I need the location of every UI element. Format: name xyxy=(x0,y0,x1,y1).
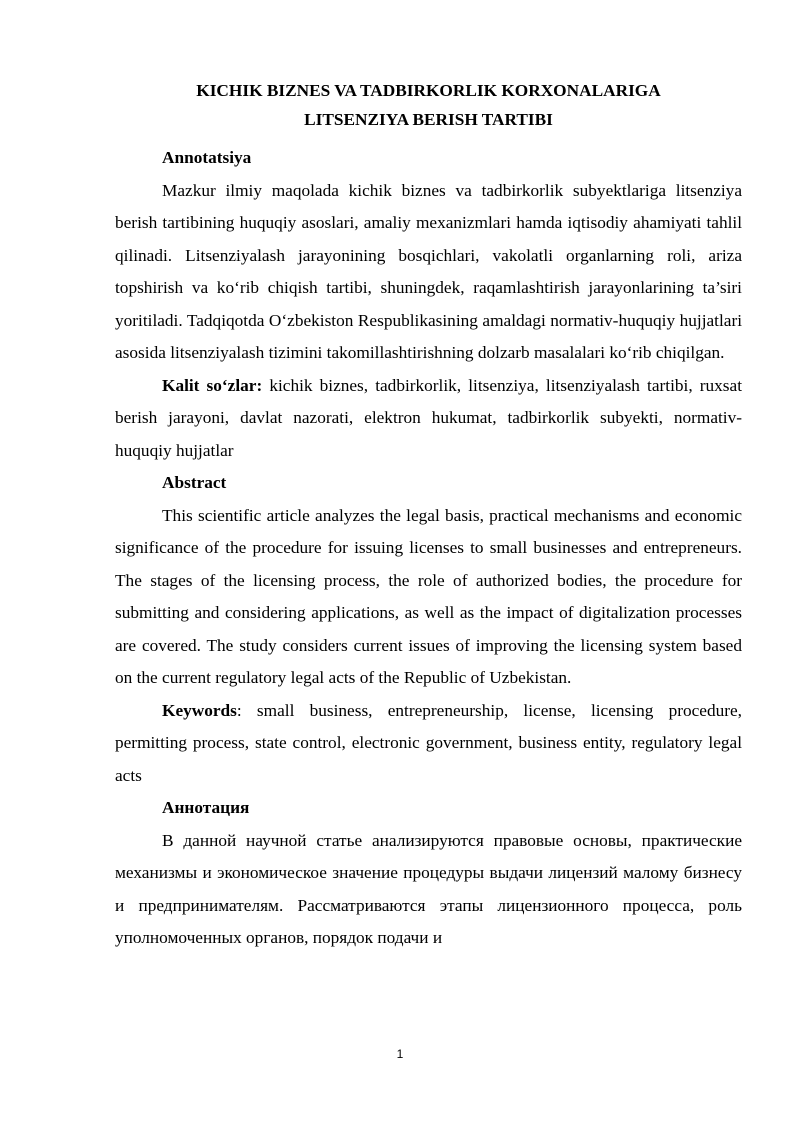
annotatsiya-heading: Annotatsiya xyxy=(162,148,252,167)
page-number: 1 xyxy=(396,1047,404,1061)
document-title xyxy=(115,76,742,134)
kalit-sozlar-paragraph xyxy=(115,370,742,468)
annotatsiya-ru-heading: Аннотация xyxy=(162,798,250,817)
keywords-paragraph xyxy=(115,695,742,793)
annotatsiya-text: Mazkur ilmiy maqolada kichik biznes va tadbirkorlik subyektlariga litsenziya berish tartibining huquqiy asoslari, amaliy mexanizmlari hamda iqtisodiy ahamiyati tahlil qilinadi. Litsenziyalash jarayonining bosqichlari, vakolatli organlarning roli, ariza topshirish va ko‘rib chiqish tartibi, shuningdek, raqamlashtirish jarayonlarining ta’siri yoritiladi. Tadqiqotda O‘zbekiston Respublikasining amaldagi normativ-huquqiy hujjatlari asosida litsenziyalash tizimini takomillashtirishning dolzarb masalalari ko‘rib chiqilgan. xyxy=(115,180,742,362)
keywords-text: : small business, entrepreneurship, license, licensing procedure, permitting process, state control, electronic government, business entity, regulatory legal acts xyxy=(115,700,742,785)
title-line-2: LITSENZIYA BERISH TARTIBI xyxy=(304,110,553,129)
title-line-1: KICHIK BIZNES VA TADBIRKORLIK KORXONALARIGA xyxy=(196,81,661,100)
keywords-label: Keywords xyxy=(162,700,237,720)
abstract-heading: Abstract xyxy=(162,473,227,492)
kalit-sozlar-text: kichik biznes, tadbirkorlik, litsenziya, litsenziyalash tartibi, ruxsat berish jarayoni, davlat nazorati, elektron hukumat, tadbirkorlik subyekti, normativ-huquqiy hujjatlar xyxy=(115,375,742,460)
abstract-text: This scientific article analyzes the legal basis, practical mechanisms and economic significance of the procedure for issuing licenses to small businesses and entrepreneurs. The stages of the licensing process, the role of authorized bodies, the procedure for submitting and considering applications, as well as the impact of digitalization processes are covered. The study considers current issues of improving the licensing system based on the current regulatory legal acts of the Republic of Uzbekistan. xyxy=(115,505,742,687)
annotatsiya-ru-text: В данной научной статье анализируются правовые основы, практические механизмы и экономическое значение процедуры выдачи лицензий малому бизнесу и предпринимателям. Рассматриваются этапы лицензионного процесса, роль уполномоченных органов, порядок подачи и xyxy=(115,830,742,947)
kalit-sozlar-label: Kalit so‘zlar: xyxy=(162,375,263,395)
